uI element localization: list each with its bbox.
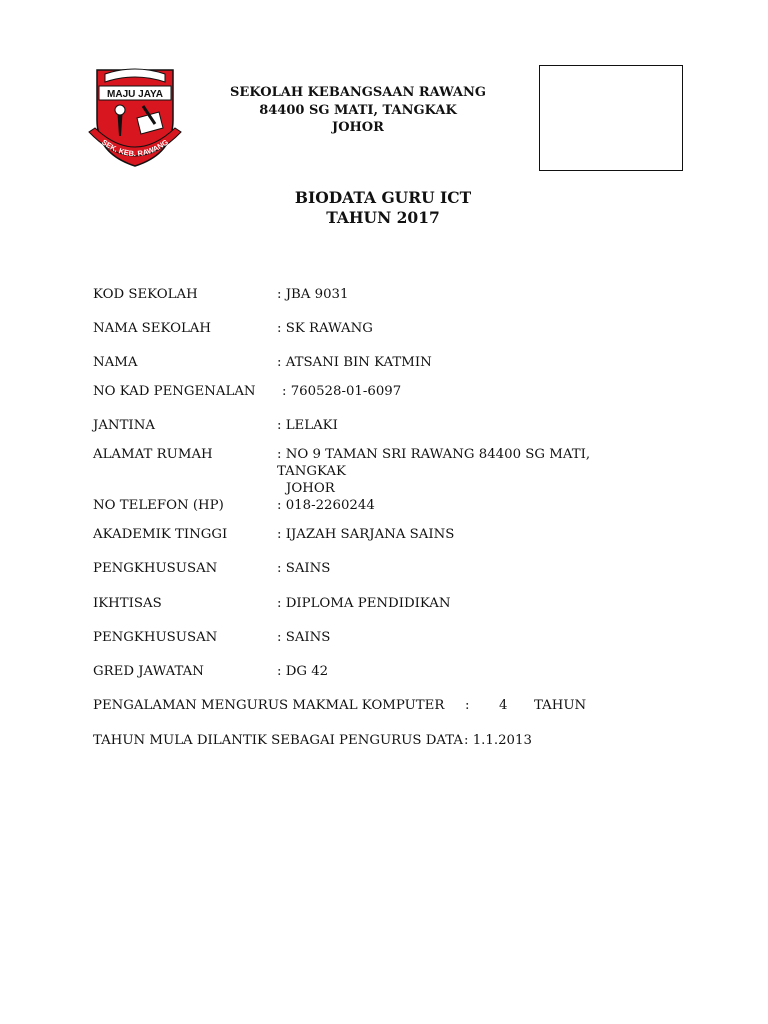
field-label: AKADEMIK TINGGI	[93, 527, 228, 542]
field-value	[277, 446, 657, 497]
photo-placeholder	[539, 65, 683, 171]
document-title	[233, 188, 533, 228]
field-value: : 760528-01-6097	[282, 384, 402, 399]
field-label: GRED JAWATAN	[93, 664, 204, 679]
field-value: : DIPLOMA PENDIDIKAN	[277, 596, 451, 611]
experience-unit: TAHUN	[534, 698, 587, 713]
field-value: : SAINS	[277, 561, 331, 576]
crest-ring-text: SEK. KEB. RAWANG	[100, 137, 170, 159]
field-label: NO TELEFON (HP)	[93, 498, 224, 513]
field-label: NAMA SEKOLAH	[93, 321, 212, 336]
experience-colon: :	[465, 698, 470, 713]
field-label: NAMA	[93, 355, 138, 370]
school-state: JOHOR	[332, 120, 384, 135]
motto-text: MAJU JAYA	[107, 89, 163, 100]
field-label: IKHTISAS	[93, 596, 162, 611]
school-crest-svg	[85, 62, 185, 174]
field-label: NO KAD PENGENALAN	[93, 384, 256, 399]
field-label: JANTINA	[93, 418, 155, 433]
title-line2: TAHUN 2017	[326, 208, 440, 227]
school-header	[208, 84, 508, 137]
field-value: : ATSANI BIN KATMIN	[277, 355, 432, 370]
address-line1: : NO 9 TAMAN SRI RAWANG 84400 SG MATI, TANGKAK	[277, 447, 591, 479]
school-name: SEKOLAH KEBANGSAAN RAWANG	[230, 85, 486, 100]
address-line2: JOHOR	[286, 481, 335, 496]
experience-years: 4	[499, 698, 508, 713]
field-label: PENGKHUSUSAN	[93, 630, 218, 645]
school-address: 84400 SG MATI, TANGKAK	[259, 102, 457, 118]
field-value: : DG 42	[277, 664, 329, 679]
field-value: : 1.1.2013	[464, 733, 532, 748]
field-label: PENGALAMAN MENGURUS MAKMAL KOMPUTER	[93, 698, 445, 713]
field-value: : 018-2260244	[277, 498, 375, 513]
field-value: : JBA 9031	[277, 287, 349, 302]
field-label: KOD SEKOLAH	[93, 287, 198, 302]
field-value: : SAINS	[277, 630, 331, 645]
school-crest	[85, 62, 185, 174]
field-label: ALAMAT RUMAH	[93, 447, 213, 462]
title-line1: BIODATA GURU ICT	[294, 188, 472, 207]
field-label: PENGKHUSUSAN	[93, 561, 218, 576]
field-label: TAHUN MULA DILANTIK SEBAGAI PENGURUS DATA	[93, 733, 463, 748]
field-value: : SK RAWANG	[277, 321, 373, 336]
field-value: : IJAZAH SARJANA SAINS	[277, 527, 455, 542]
field-value: : LELAKI	[277, 418, 338, 433]
